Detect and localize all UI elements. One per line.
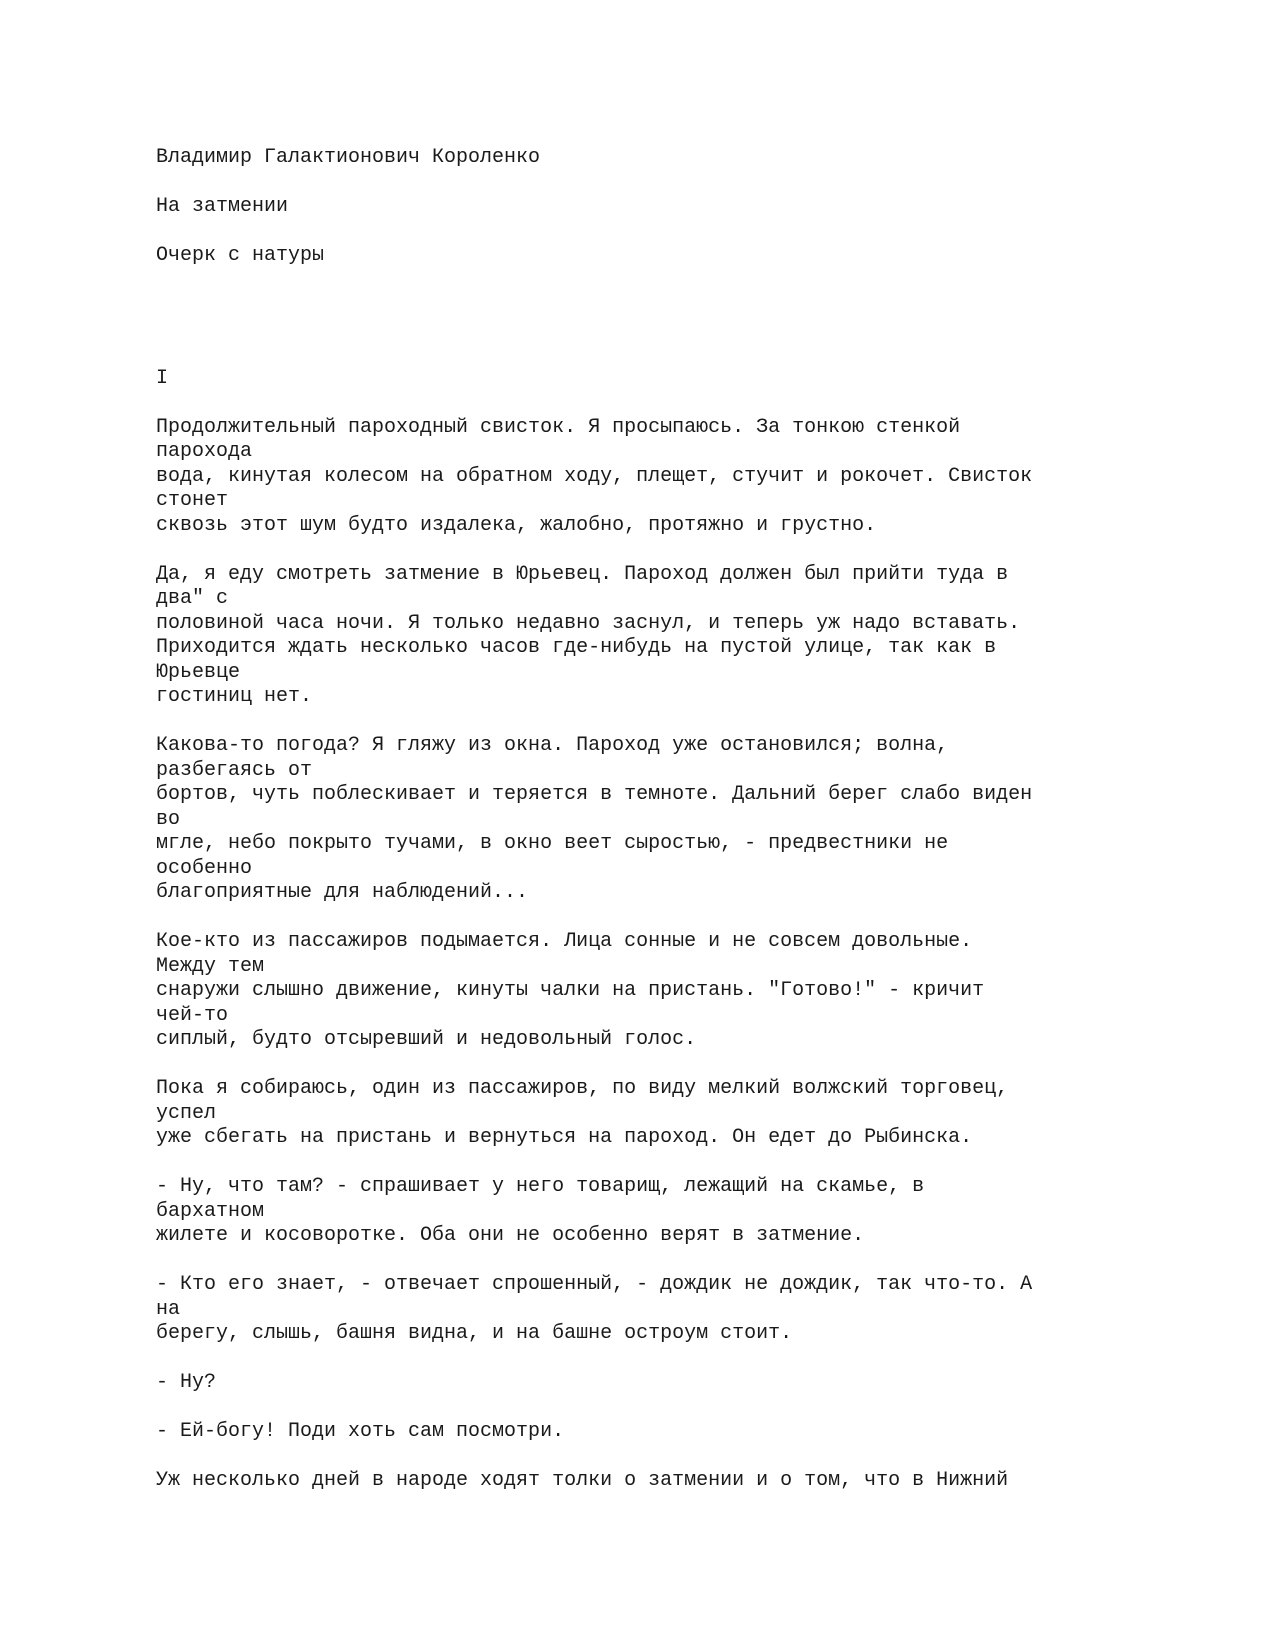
paragraph-line: два" с — [156, 587, 229, 610]
blank-line — [156, 538, 1236, 563]
paragraph-line: - Ну, что там? - спрашивает у него товарищ, лежащий на скамье, в — [156, 1175, 925, 1198]
paragraph-line: снаружи слышно движение, кинуты чалки на пристань. "Готово!" - кричит — [156, 979, 985, 1002]
blank-line — [156, 1347, 1236, 1372]
paragraph-line: Уж несколько дней в народе ходят толки о затмении и о том, что в Нижний — [156, 1469, 1009, 1492]
paragraph-line: Юрьевце — [156, 660, 241, 684]
paragraph-line: Да, я еду смотреть затмение в Юрьевец. Пароход должен был прийти туда в — [156, 562, 1009, 586]
paragraph-line: Кое-кто из пассажиров подымается. Лица сонные и не совсем довольные. — [156, 930, 973, 953]
paragraph-line: берегу, слышь, башня видна, и на башне остроум стоит. — [156, 1322, 793, 1345]
blank-line — [156, 710, 1236, 735]
blank-line — [156, 906, 1236, 931]
paragraph-line: Продолжительный пароходный свисток. Я просыпаюсь. За тонкою стенкой — [156, 415, 961, 439]
paragraph-line: Пока я собираюсь, один из пассажиров, по виду мелкий волжский торговец, — [156, 1077, 1009, 1100]
paragraph-line: бархатном — [156, 1199, 265, 1223]
subtitle-line: Очерк с натуры — [156, 244, 325, 267]
blank-line — [156, 1249, 1236, 1274]
paragraph-line: бортов, чуть поблескивает и теряется в темноте. Дальний берег слабо виден — [156, 783, 1033, 806]
blank-line — [156, 220, 1236, 245]
paragraph-line: сиплый, будто отсыревший и недовольный голос. — [156, 1028, 697, 1051]
blank-line — [156, 1396, 1236, 1421]
paragraph-line: разбегаясь от — [156, 758, 313, 782]
chapter-heading: I — [156, 366, 169, 390]
paragraph-line: вода, кинутая колесом на обратном ходу, плещет, стучит и рокочет. Свисток — [156, 464, 1033, 488]
blank-line — [156, 1053, 1236, 1078]
blank-line — [156, 391, 1236, 416]
paragraph-line: Какова-то погода? Я гляжу из окна. Пароход уже остановился; волна, — [156, 734, 949, 757]
blank-line — [156, 1445, 1236, 1470]
paragraph-line: - Ну? — [156, 1371, 217, 1394]
paragraph-line: особенно — [156, 856, 253, 880]
paragraph-line: Приходится ждать несколько часов где-нибудь на пустой улице, так как в — [156, 636, 997, 659]
paragraph-line: Между тем — [156, 954, 265, 978]
document-text — [156, 146, 1236, 1494]
blank-line — [156, 171, 1236, 196]
paragraph-line: благоприятные для наблюдений... — [156, 881, 529, 904]
blank-line — [156, 293, 1236, 318]
paragraph-line: гостиниц нет. — [156, 685, 313, 708]
paragraph-line: во — [156, 807, 181, 831]
blank-line — [156, 1151, 1236, 1176]
blank-line — [156, 318, 1236, 343]
paragraph-line: чей-то — [156, 1003, 229, 1027]
blank-line — [156, 342, 1236, 367]
paragraph-line: на — [156, 1297, 181, 1321]
paragraph-line: мгле, небо покрыто тучами, в окно веет сыростью, - предвестники не — [156, 832, 949, 855]
paragraph-line: - Ей-богу! Поди хоть сам посмотри. — [156, 1420, 565, 1443]
paragraph-line: половиной часа ночи. Я только недавно заснул, и теперь уж надо вставать. — [156, 611, 1021, 635]
author-line: Владимир Галактионович Короленко — [156, 146, 541, 169]
paragraph-line: стонет — [156, 489, 229, 512]
paragraph-line: сквозь этот шум будто издалека, жалобно, протяжно и грустно. — [156, 513, 877, 537]
title-line: На затмении — [156, 195, 289, 218]
paragraph-line: уже сбегать на пристань и вернуться на пароход. Он едет до Рыбинска. — [156, 1126, 973, 1149]
blank-line — [156, 269, 1236, 294]
paragraph-line: успел — [156, 1101, 217, 1125]
paragraph-line: парохода — [156, 440, 253, 463]
paragraph-line: - Кто его знает, - отвечает спрошенный, - дождик не дождик, так что-то. А — [156, 1273, 1033, 1296]
paragraph-line: жилете и косоворотке. Оба они не особенно верят в затмение. — [156, 1224, 865, 1247]
